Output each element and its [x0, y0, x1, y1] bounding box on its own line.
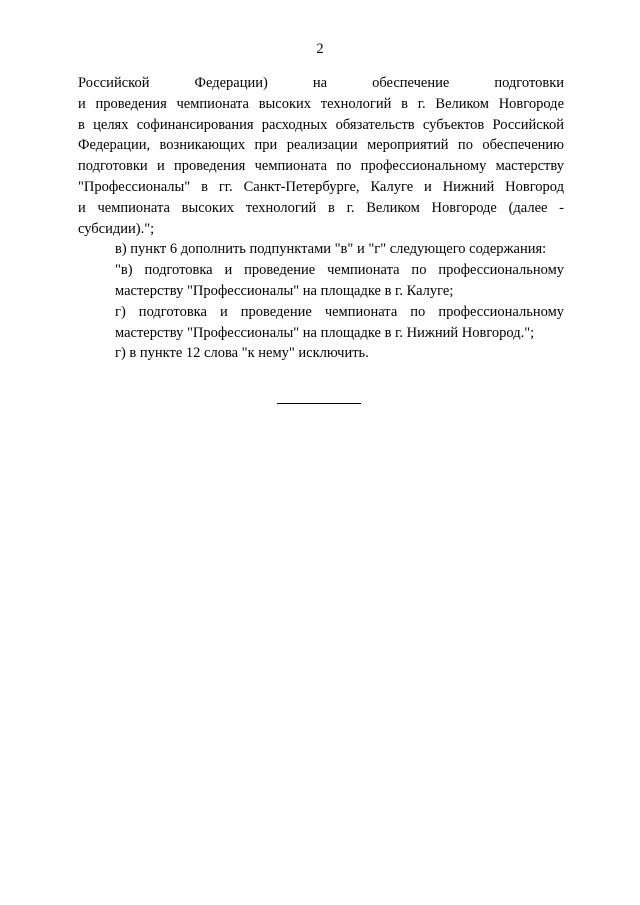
paragraph-continuation: [78, 73, 564, 239]
text-line: мастерству "Профессионалы" на площадке в г. Нижний Новгород.";: [115, 324, 535, 341]
document-body: [78, 73, 564, 364]
text-line: мастерству "Профессионалы" на площадке в г. Калуге;: [115, 282, 454, 299]
paragraph-item-g: [78, 343, 564, 364]
paragraph-item-v-intro: [78, 239, 564, 260]
paragraph-subitem-v: [78, 260, 564, 302]
page-number: 2: [316, 41, 324, 57]
text-line: подготовки и проведения чемпионата по профессиональному мастерству: [78, 158, 564, 175]
text-line: субсидии).";: [78, 220, 155, 237]
text-line: г) в пункте 12 слова "к нему" исключить.: [115, 345, 369, 362]
text-line: Российской Федерации) на обеспечение подготовки: [78, 75, 564, 91]
paragraph-subitem-g: [78, 302, 564, 344]
text-line: "Профессионалы" в гг. Санкт-Петербурге, Калуге и Нижний Новгород: [78, 178, 564, 195]
text-line: Федерации, возникающих при реализации мероприятий по обеспечению: [78, 137, 564, 154]
text-line: г) подготовка и проведение чемпионата по профессиональному: [115, 303, 564, 320]
text-line: и чемпионата высоких технологий в г. Великом Новгороде (далее -: [78, 199, 564, 216]
end-divider-line: [277, 403, 361, 404]
text-line: "в) подготовка и проведение чемпионата по профессиональному: [115, 262, 564, 279]
text-line: в целях софинансирования расходных обязательств субъектов Российской: [78, 116, 564, 133]
text-line: и проведения чемпионата высоких технологий в г. Великом Новгороде: [78, 95, 564, 112]
text-line: в) пункт 6 дополнить подпунктами "в" и "г" следующего содержания:: [115, 241, 547, 258]
